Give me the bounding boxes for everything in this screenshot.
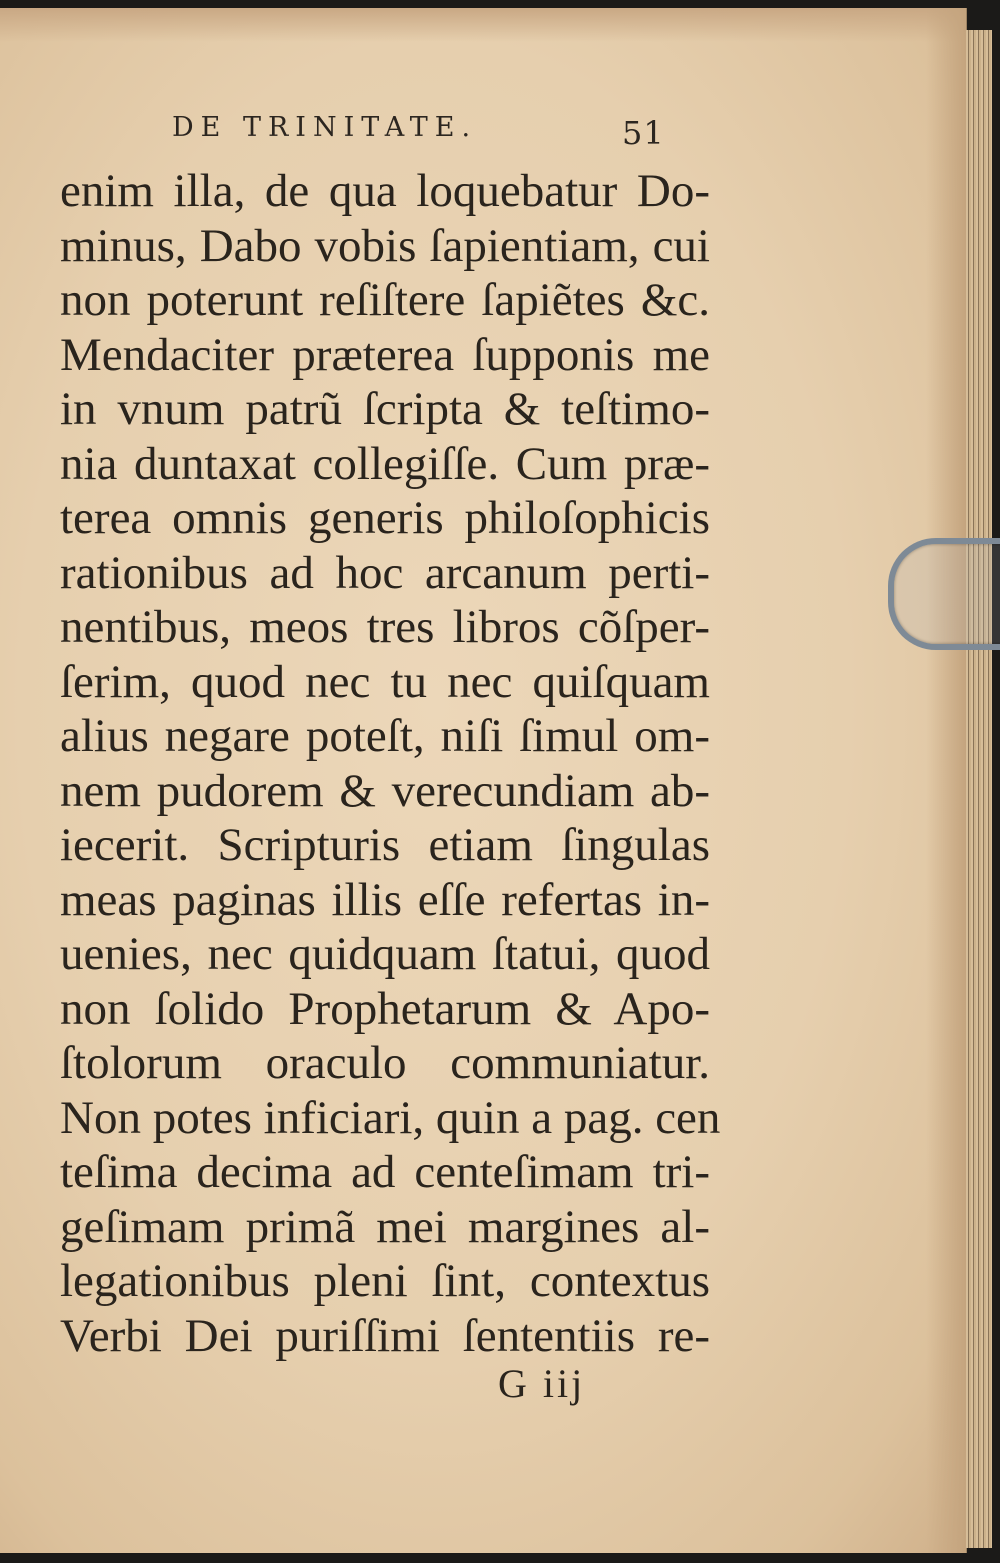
signature-mark: G iij bbox=[498, 1361, 586, 1406]
text-line: enim illa, de qua loquebatur Do- bbox=[60, 165, 710, 217]
text-line: Verbi Dei puriſſimi ſententiis re- bbox=[60, 1309, 710, 1362]
text-line: in vnum patrũ ſcripta & teſtimo- bbox=[60, 383, 710, 435]
text-line: nem pudorem & verecundiam ab- bbox=[60, 764, 710, 817]
text-line: ſtolorum oraculo communiatur. bbox=[60, 1037, 710, 1089]
text-line: uenies, nec quidquam ſtatui, quod bbox=[60, 928, 710, 980]
text-line: teſima decima ad centeſimam tri- bbox=[60, 1146, 710, 1198]
text-line: rationibus ad hoc arcanum perti- bbox=[60, 546, 710, 599]
text-line: Non potes inficiari, quin a pag. cen bbox=[60, 1091, 721, 1144]
text-line: ſerim, quod nec tu nec quiſquam bbox=[60, 655, 710, 708]
text-line: terea omnis generis philoſophicis bbox=[60, 492, 710, 544]
text-line: Mendaciter præterea ſupponis me bbox=[60, 328, 710, 381]
text-line: alius negare poteſt, niſi ſimul om- bbox=[60, 710, 710, 762]
paper-clip-icon bbox=[888, 538, 1000, 650]
text-line: nia duntaxat collegiſſe. Cum præ- bbox=[60, 437, 710, 490]
page-gutter-shadow bbox=[926, 8, 966, 1553]
book-page bbox=[0, 8, 967, 1553]
body-text bbox=[60, 164, 721, 1363]
text-line: iecerit. Scripturis etiam ſingulas bbox=[60, 819, 710, 871]
page-stack-edge bbox=[966, 30, 992, 1548]
page-number: 51 bbox=[622, 114, 665, 152]
text-line: non poterunt reſiſtere ſapiẽtes &c. bbox=[60, 274, 710, 326]
text-line: legationibus pleni ſint, contextus bbox=[60, 1255, 710, 1307]
page-top-shadow bbox=[0, 8, 966, 42]
running-head: DE TRINITATE. bbox=[172, 112, 478, 143]
text-line: meas paginas illis eſſe refertas in- bbox=[60, 873, 710, 926]
text-line: nentibus, meos tres libros cõſper- bbox=[60, 601, 710, 653]
text-line: geſimam primã mei margines al- bbox=[60, 1200, 710, 1253]
text-line: non ſolido Prophetarum & Apo- bbox=[60, 982, 710, 1035]
text-line: minus, Dabo vobis ſapientiam, cui bbox=[60, 219, 710, 272]
